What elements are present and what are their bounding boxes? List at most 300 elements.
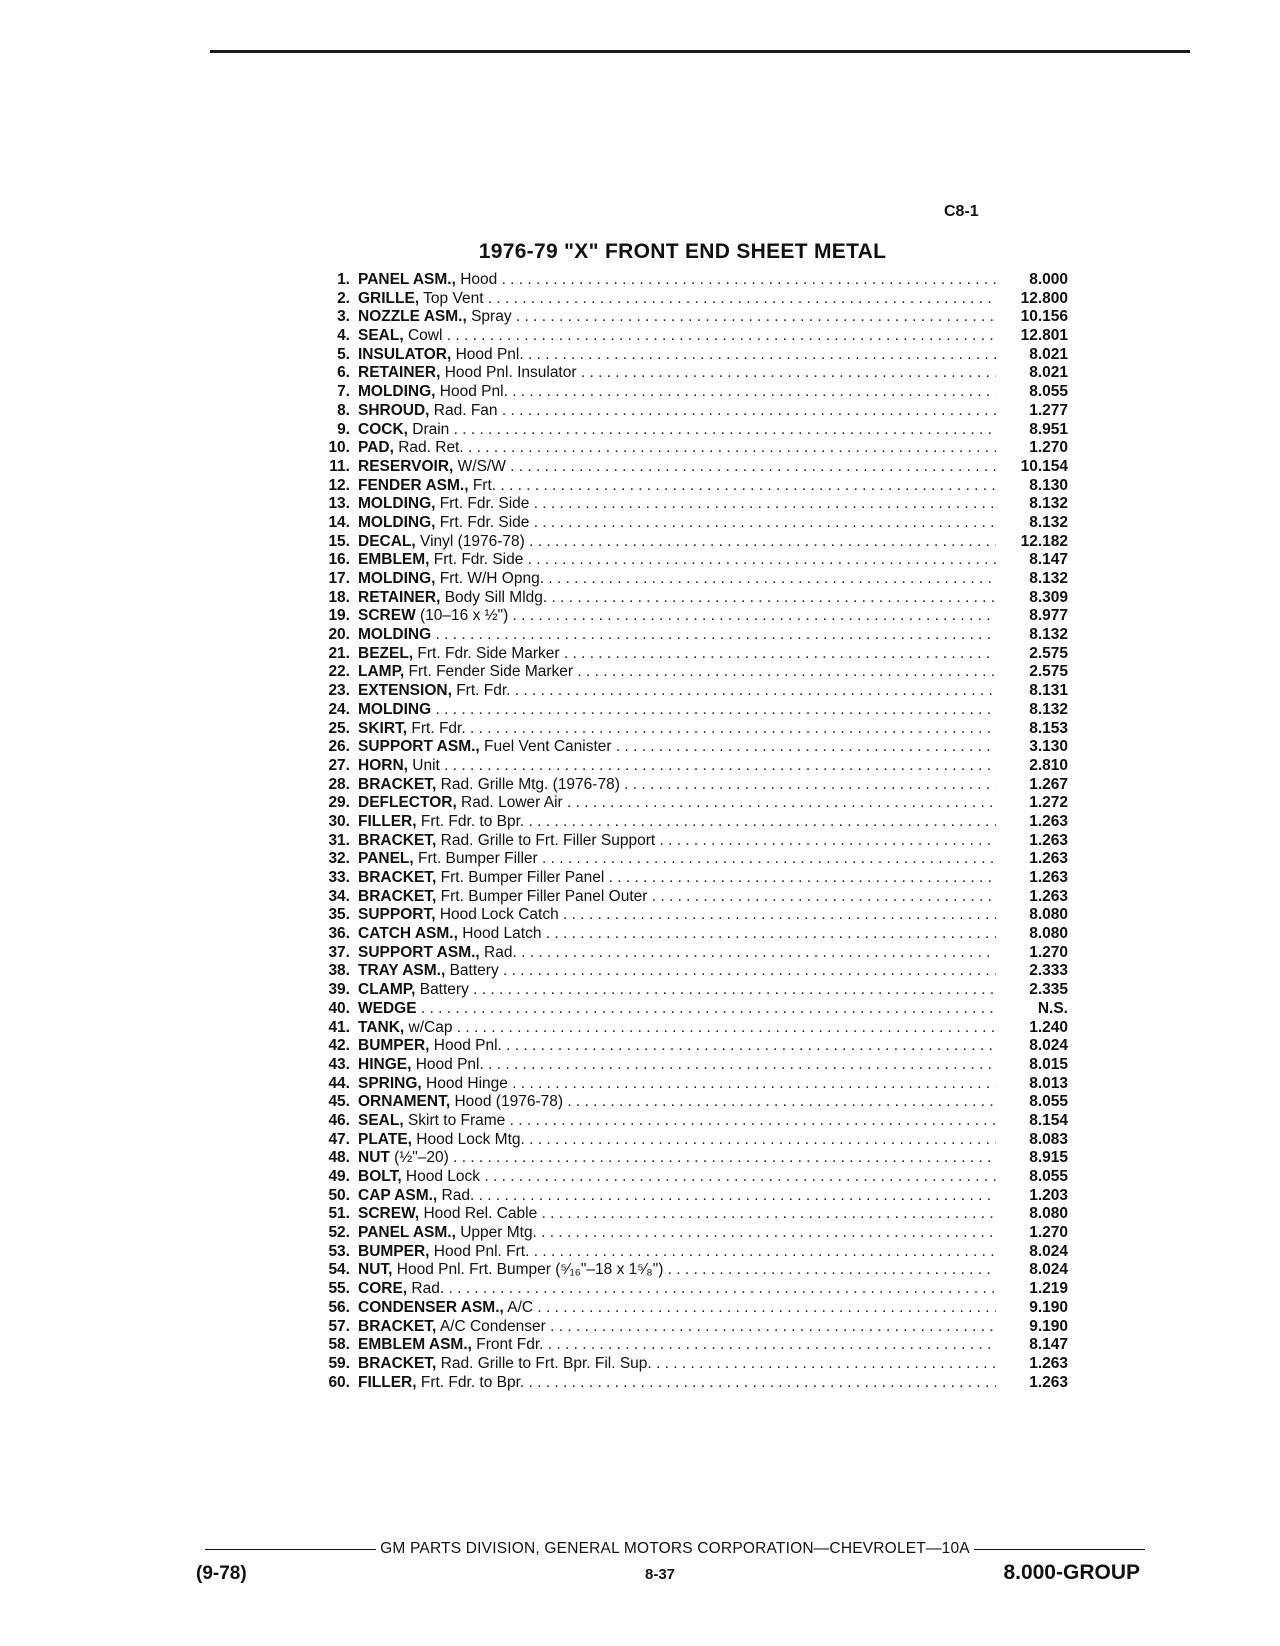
part-description	[358, 869, 996, 887]
part-detail: Drain	[407, 420, 450, 438]
part-detail: Hood Rel. Cable	[419, 1205, 538, 1223]
part-group-code: 1.272	[1029, 794, 1068, 812]
part-detail: Frt. Fdr. Side	[435, 513, 530, 531]
part-group-code: 2.575	[1029, 663, 1068, 681]
part-description	[358, 1019, 996, 1037]
part-number: 26.	[328, 738, 350, 756]
part-row	[308, 1261, 1068, 1280]
part-detail: Frt. Fdr.	[407, 719, 466, 737]
part-number: 9.	[337, 420, 350, 438]
part-group-code: 8.083	[1029, 1130, 1068, 1148]
part-detail: Rad. Grille to Frt. Filler Support	[436, 831, 656, 849]
part-number: 14.	[328, 513, 350, 531]
part-group-code: 9.190	[1029, 1298, 1068, 1316]
part-name: GRILLE,	[358, 289, 420, 307]
part-row	[308, 1355, 1068, 1374]
part-description	[358, 1243, 996, 1261]
part-row	[308, 1205, 1068, 1224]
part-description	[358, 757, 996, 775]
part-name: BEZEL,	[358, 644, 414, 662]
part-number: 11.	[329, 457, 350, 475]
part-name: LAMP,	[358, 663, 405, 681]
part-detail: Frt. W/H Opng.	[435, 570, 545, 587]
part-description	[358, 327, 996, 345]
part-group-code: 8.024	[1029, 1242, 1068, 1260]
part-row	[308, 439, 1068, 458]
part-group-code: 8.132	[1029, 570, 1068, 587]
part-detail: Spray	[466, 308, 512, 326]
part-description	[358, 1280, 996, 1298]
part-detail: Frt. Bumper Filler	[413, 850, 538, 868]
part-description	[358, 477, 996, 495]
part-detail: Frt. Bumper Filler Panel Outer	[436, 887, 648, 905]
part-group-code: 1.219	[1029, 1280, 1068, 1298]
part-description	[358, 906, 996, 924]
part-detail: (½"–20)	[389, 1149, 449, 1167]
part-group-code: 8.021	[1029, 364, 1068, 382]
part-description	[358, 533, 996, 551]
part-row	[308, 570, 1068, 589]
part-detail: Rad. Grille to Frt. Bpr. Fil. Sup.	[436, 1354, 652, 1372]
part-group-code: 2.335	[1029, 981, 1068, 999]
part-detail: Rad.	[479, 943, 517, 961]
part-name: PLATE,	[358, 1130, 412, 1148]
part-group-code: 1.263	[1029, 869, 1068, 886]
part-number: 55.	[328, 1280, 350, 1298]
part-detail: Rad.	[437, 1186, 475, 1204]
part-row	[308, 533, 1068, 552]
part-description	[358, 626, 996, 644]
part-detail: Frt. Fdr.	[451, 682, 511, 700]
part-description	[358, 1037, 996, 1055]
part-description	[358, 1355, 996, 1373]
part-row	[308, 290, 1068, 309]
part-description	[358, 850, 996, 868]
part-group-code: 12.800	[1020, 289, 1068, 307]
part-group-code: 8.153	[1029, 719, 1068, 737]
part-name: BRACKET,	[358, 775, 437, 793]
footer-page-number: 8-37	[644, 1566, 676, 1583]
part-name: BUMPER,	[358, 1037, 430, 1055]
part-description	[358, 290, 996, 308]
part-row	[308, 682, 1068, 701]
part-description	[358, 308, 996, 326]
top-rule	[210, 50, 1190, 53]
part-description	[358, 607, 996, 625]
part-name: BOLT,	[358, 1168, 402, 1185]
part-group-code: 8.131	[1029, 682, 1068, 700]
part-detail: Frt.	[468, 476, 497, 494]
parts-list	[308, 271, 1068, 1392]
part-name: MOLDING,	[358, 495, 436, 513]
part-group-code: 1.240	[1029, 1018, 1068, 1036]
part-detail: Battery	[415, 981, 469, 999]
part-row	[308, 1149, 1068, 1168]
part-description	[358, 663, 996, 681]
part-description	[358, 962, 996, 980]
part-description	[358, 383, 996, 401]
part-row	[308, 1131, 1068, 1150]
part-number: 28.	[328, 775, 350, 793]
part-group-code: 9.190	[1029, 1317, 1068, 1335]
part-row	[308, 1299, 1068, 1318]
part-row	[308, 906, 1068, 925]
part-description	[358, 271, 996, 289]
part-name: SCREW,	[358, 1205, 420, 1223]
part-row	[308, 776, 1068, 795]
part-row	[308, 271, 1068, 290]
part-name: SUPPORT ASM.,	[358, 943, 480, 961]
part-row	[308, 962, 1068, 981]
part-number: 18.	[328, 588, 350, 606]
part-number: 40.	[328, 999, 350, 1017]
part-name: BRACKET,	[358, 887, 437, 905]
part-number: 5.	[337, 345, 350, 363]
part-name: EMBLEM,	[358, 551, 430, 569]
part-detail: Rad. Fan	[429, 401, 498, 419]
part-name: ORNAMENT,	[358, 1093, 451, 1111]
part-row	[308, 551, 1068, 570]
part-name: SUPPORT,	[358, 906, 436, 924]
part-number: 45.	[328, 1093, 350, 1111]
part-group-code: 12.801	[1020, 327, 1068, 345]
part-row	[308, 757, 1068, 776]
part-description	[358, 981, 996, 999]
part-description	[358, 551, 996, 569]
part-description	[358, 514, 996, 532]
part-number: 20.	[328, 626, 350, 644]
part-detail: Hood Pnl.	[451, 345, 524, 363]
part-number: 30.	[328, 812, 350, 830]
part-row	[308, 981, 1068, 1000]
part-row	[308, 495, 1068, 514]
part-number: 38.	[328, 962, 350, 980]
part-description	[358, 1131, 996, 1149]
part-name: MOLDING,	[358, 513, 436, 531]
part-group-code: 8.080	[1029, 1205, 1068, 1223]
part-row	[308, 1000, 1068, 1019]
part-description	[358, 439, 996, 457]
part-row	[308, 1374, 1068, 1393]
part-group-code: 8.024	[1029, 1261, 1068, 1279]
part-row	[308, 346, 1068, 365]
part-name: HINGE,	[358, 1055, 412, 1073]
part-name: CONDENSER ASM.,	[358, 1298, 504, 1316]
part-description	[358, 738, 996, 756]
part-row	[308, 850, 1068, 869]
part-number: 3.	[337, 308, 350, 326]
part-group-code: N.S.	[1037, 999, 1068, 1017]
part-number: 48.	[328, 1149, 350, 1167]
part-group-code: 12.182	[1020, 532, 1068, 550]
part-description	[358, 1168, 996, 1186]
part-description	[358, 495, 996, 513]
part-name: CLAMP,	[358, 981, 416, 999]
part-group-code: 8.977	[1029, 607, 1068, 625]
part-row	[308, 925, 1068, 944]
part-number: 27.	[328, 756, 350, 774]
part-description	[358, 421, 996, 439]
part-row	[308, 1168, 1068, 1187]
part-row	[308, 1318, 1068, 1337]
part-name: EMBLEM ASM.,	[358, 1336, 472, 1354]
part-description	[358, 701, 996, 719]
part-detail: Hood Latch	[457, 925, 542, 943]
part-detail: Upper Mtg.	[455, 1224, 537, 1242]
part-name: RESERVOIR,	[358, 457, 454, 475]
footer-date: (9-78)	[196, 1563, 247, 1584]
part-group-code: 8.080	[1029, 906, 1068, 924]
part-name: CAP ASM.,	[358, 1186, 438, 1204]
part-name: MOLDING,	[358, 383, 436, 401]
part-detail: Frt. Fdr. Side	[435, 495, 530, 513]
part-number: 8.	[337, 401, 350, 419]
part-detail: Hood Lock Catch	[435, 906, 559, 924]
part-row	[308, 364, 1068, 383]
part-name: PAD,	[358, 439, 394, 457]
part-row	[308, 477, 1068, 496]
part-detail: Unit	[407, 756, 440, 774]
part-number: 42.	[328, 1037, 350, 1055]
part-name: RETAINER,	[358, 364, 441, 382]
part-name: DECAL,	[358, 532, 416, 550]
part-name: MOLDING	[358, 626, 432, 644]
part-row	[308, 1075, 1068, 1094]
part-name: SUPPORT ASM.,	[358, 738, 480, 756]
part-number: 43.	[328, 1055, 350, 1073]
part-description	[358, 832, 996, 850]
part-number: 12.	[328, 476, 350, 494]
part-description	[358, 458, 996, 476]
part-number: 17.	[328, 570, 350, 587]
part-name: SEAL,	[358, 327, 404, 345]
part-detail: Hood Lock Mtg.	[411, 1130, 525, 1148]
part-name: WEDGE	[358, 999, 417, 1017]
part-name: MOLDING,	[358, 570, 436, 587]
part-group-code: 8.132	[1029, 700, 1068, 718]
part-group-code: 8.147	[1029, 1336, 1068, 1354]
part-name: SHROUD,	[358, 401, 430, 419]
part-description	[358, 1205, 996, 1223]
part-group-code: 8.055	[1029, 1168, 1068, 1185]
part-row	[308, 1019, 1068, 1038]
part-group-code: 1.263	[1029, 831, 1068, 849]
part-number: 34.	[328, 887, 350, 905]
part-row	[308, 421, 1068, 440]
part-group-code: 8.132	[1029, 495, 1068, 513]
part-detail: Body Sill Mldg.	[440, 588, 548, 606]
part-name: COCK,	[358, 420, 408, 438]
part-number: 33.	[328, 869, 350, 886]
part-detail: Skirt to Frame	[403, 1111, 506, 1129]
part-description	[358, 364, 996, 382]
part-number: 46.	[328, 1111, 350, 1129]
part-group-code: 2.575	[1029, 644, 1068, 662]
part-group-code: 1.263	[1029, 887, 1068, 905]
part-row	[308, 663, 1068, 682]
part-row	[308, 944, 1068, 963]
part-description	[358, 1149, 996, 1167]
part-row	[308, 888, 1068, 907]
part-row	[308, 1187, 1068, 1206]
part-detail: Hood Pnl.	[435, 383, 508, 401]
part-number: 60.	[328, 1373, 350, 1391]
part-name: BUMPER,	[358, 1242, 430, 1260]
part-row	[308, 589, 1068, 608]
part-group-code: 1.267	[1029, 775, 1068, 793]
part-group-code: 8.154	[1029, 1111, 1068, 1129]
part-number: 29.	[328, 794, 350, 812]
part-number: 47.	[328, 1130, 350, 1148]
part-number: 19.	[328, 607, 350, 625]
part-name: FILLER,	[358, 1373, 417, 1391]
part-group-code: 10.156	[1020, 308, 1068, 326]
part-number: 13.	[328, 495, 350, 513]
part-row	[308, 1037, 1068, 1056]
part-name: CATCH ASM.,	[358, 925, 458, 943]
part-number: 32.	[328, 850, 350, 868]
part-detail: Vinyl (1976-78)	[415, 532, 525, 550]
part-name: TRAY ASM.,	[358, 962, 446, 980]
part-number: 31.	[328, 831, 350, 849]
part-detail: Frt. Fender Side Marker	[404, 663, 574, 681]
part-row	[308, 1280, 1068, 1299]
part-name: PANEL ASM.,	[358, 1224, 456, 1242]
part-number: 7.	[337, 383, 350, 401]
part-group-code: 1.277	[1029, 401, 1068, 419]
part-detail: Rad.	[407, 1280, 445, 1298]
part-number: 25.	[328, 719, 350, 737]
part-name: SPRING,	[358, 1074, 422, 1092]
part-description	[358, 645, 996, 663]
page-code: C8-1	[944, 203, 979, 220]
part-number: 1.	[337, 271, 350, 288]
part-detail: Hood Hinge	[421, 1074, 508, 1092]
part-detail: Hood Pnl. Frt. Bumper (⁵⁄₁₆"–18 x 1⁵⁄₈")	[392, 1261, 664, 1279]
part-number: 6.	[337, 364, 350, 382]
part-detail: Battery	[445, 962, 499, 980]
part-group-code: 3.130	[1029, 738, 1068, 756]
footer-group: 8.000-GROUP	[1003, 1561, 1140, 1584]
part-number: 23.	[328, 682, 350, 700]
part-detail: Frt. Fdr. to Bpr.	[416, 1373, 525, 1391]
part-detail: Hood (1976-78)	[450, 1093, 564, 1111]
part-detail: Frt. Fdr. to Bpr.	[416, 812, 525, 830]
part-number: 2.	[337, 289, 350, 307]
part-name: EXTENSION,	[358, 682, 452, 700]
part-number: 44.	[328, 1074, 350, 1092]
part-group-code: 8.147	[1029, 551, 1068, 569]
part-detail: Hood Pnl. Insulator	[440, 364, 577, 382]
part-detail: Frt. Bumper Filler Panel	[436, 869, 605, 886]
part-description	[358, 1374, 996, 1392]
part-group-code: 1.270	[1029, 943, 1068, 961]
part-detail: W/S/W	[453, 457, 506, 475]
part-number: 57.	[328, 1317, 350, 1335]
part-name: FENDER ASM.,	[358, 476, 469, 494]
part-group-code: 2.333	[1029, 962, 1068, 980]
part-number: 21.	[328, 644, 350, 662]
part-group-code: 1.263	[1029, 1373, 1068, 1391]
part-row	[308, 402, 1068, 421]
part-group-code: 1.270	[1029, 1224, 1068, 1242]
part-name: INSULATOR,	[358, 345, 452, 363]
part-group-code: 8.013	[1029, 1074, 1068, 1092]
part-number: 22.	[328, 663, 350, 681]
part-description	[358, 1224, 996, 1242]
part-name: CORE,	[358, 1280, 408, 1298]
footer-division-text: GM PARTS DIVISION, GENERAL MOTORS CORPORATION—CHEVROLET—10A	[380, 1540, 970, 1557]
part-number: 36.	[328, 925, 350, 943]
part-name: SEAL,	[358, 1111, 404, 1129]
part-name: FILLER,	[358, 812, 417, 830]
part-detail: Hood Pnl.	[411, 1055, 484, 1073]
part-number: 56.	[328, 1298, 350, 1316]
part-name: HORN,	[358, 756, 408, 774]
part-name: BRACKET,	[358, 869, 437, 886]
part-group-code: 8.132	[1029, 513, 1068, 531]
part-detail: Top Vent	[419, 289, 484, 307]
part-row	[308, 720, 1068, 739]
part-row	[308, 869, 1068, 888]
part-description	[358, 776, 996, 794]
part-row	[308, 308, 1068, 327]
part-row	[308, 832, 1068, 851]
part-name: SKIRT,	[358, 719, 408, 737]
part-row	[308, 1093, 1068, 1112]
part-name: MOLDING	[358, 700, 432, 718]
part-number: 51.	[328, 1205, 350, 1223]
part-detail: Frt. Fdr. Side	[429, 551, 524, 569]
part-name: DEFLECTOR,	[358, 794, 457, 812]
part-detail: Cowl	[403, 327, 443, 345]
part-row	[308, 607, 1068, 626]
part-detail: Hood Lock	[401, 1168, 481, 1185]
part-row	[308, 1224, 1068, 1243]
part-group-code: 8.915	[1029, 1149, 1068, 1167]
footer-division-line	[205, 1540, 1145, 1558]
part-row	[308, 327, 1068, 346]
part-name: PANEL ASM.,	[358, 271, 456, 288]
part-description	[358, 720, 996, 738]
part-detail: Hood Pnl.	[429, 1037, 502, 1055]
part-number: 58.	[328, 1336, 350, 1354]
part-name: PANEL,	[358, 850, 414, 868]
part-group-code: 8.132	[1029, 626, 1068, 644]
part-description	[358, 402, 996, 420]
part-row	[308, 1336, 1068, 1355]
part-group-code: 8.951	[1029, 420, 1068, 438]
part-detail: Frt. Fdr. Side Marker	[413, 644, 560, 662]
part-name: BRACKET,	[358, 1354, 437, 1372]
part-group-code: 10.154	[1020, 457, 1068, 475]
part-row	[308, 645, 1068, 664]
part-description	[358, 1056, 996, 1074]
part-row	[308, 794, 1068, 813]
part-group-code: 8.021	[1029, 345, 1068, 363]
footer-rule-right	[974, 1549, 1145, 1550]
part-group-code: 1.270	[1029, 439, 1068, 457]
part-group-code: 8.000	[1029, 271, 1068, 288]
part-description	[358, 1336, 996, 1354]
part-number: 10.	[328, 439, 350, 457]
part-description	[358, 346, 996, 364]
part-name: BRACKET,	[358, 831, 437, 849]
part-name: TANK,	[358, 1018, 405, 1036]
part-number: 4.	[337, 327, 350, 345]
part-group-code: 8.080	[1029, 925, 1068, 943]
part-detail: A/C	[503, 1298, 534, 1316]
